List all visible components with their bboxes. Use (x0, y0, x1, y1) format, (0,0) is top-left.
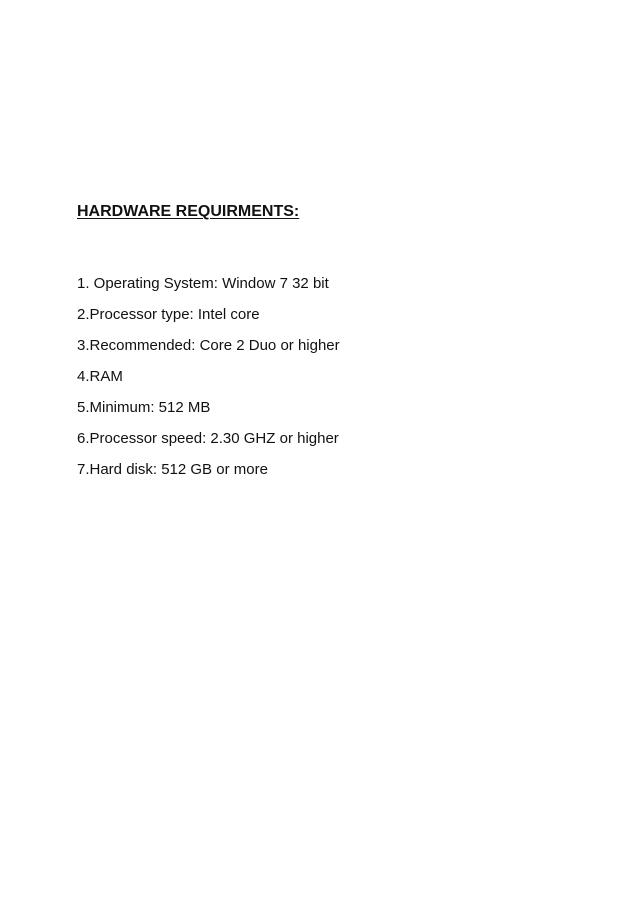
list-item: 7.Hard disk: 512 GB or more (77, 461, 268, 478)
requirements-list (77, 268, 340, 485)
list-item: 4.RAM (77, 368, 123, 385)
list-item: 2.Processor type: Intel core (77, 306, 260, 323)
list-item: 3.Recommended: Core 2 Duo or higher (77, 337, 340, 354)
list-item: 5.Minimum: 512 MB (77, 399, 211, 416)
list-item: 6.Processor speed: 2.30 GHZ or higher (77, 430, 339, 447)
list-item: 1. Operating System: Window 7 32 bit (77, 275, 329, 292)
document-heading: HARDWARE REQUIRMENTS: (77, 203, 300, 220)
